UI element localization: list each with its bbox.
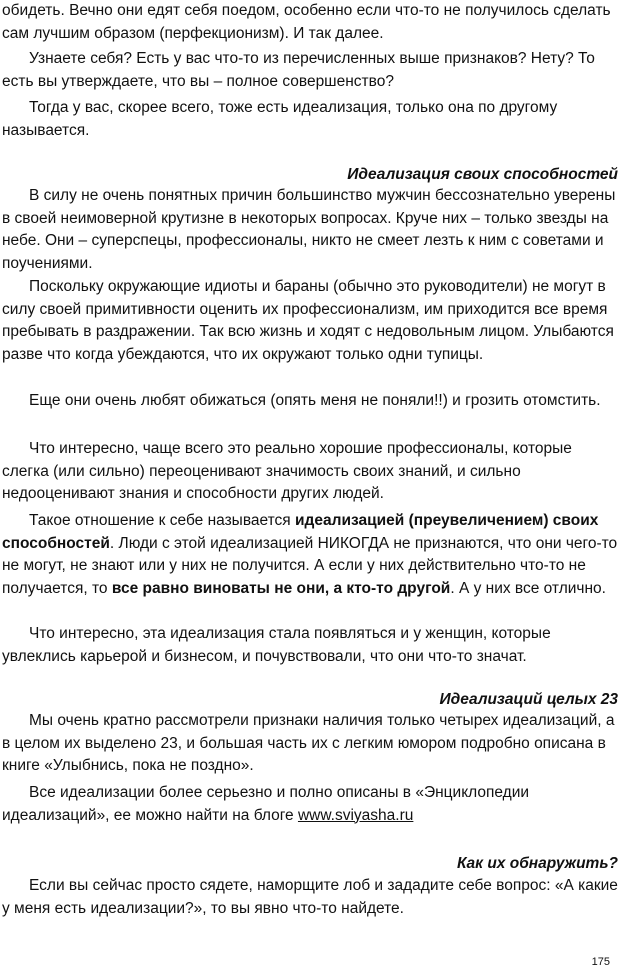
paragraph-intro-continued: обидеть. Вечно они едят себя поедом, особенно если что-то не получилось сделать сам лучшим образом (перфекционизм). И так далее.	[2, 2, 611, 42]
text-run: Такое отношение к себе называется	[29, 512, 295, 529]
text-run: . А у них все отлично.	[450, 579, 606, 597]
paragraph-abilities-2: Поскольку окружающие идиоты и бараны (обычно это руководители) не могут в силу своей примитивности оценить их профессионализм, им приходится все время пребывать в раздражении. Так всю жизнь и ходят с недовольным лицом. Улыбаются разве что когда убеждаются, что их окружают только одни тупицы.	[2, 278, 614, 363]
paragraph-recognize-yourself: Узнаете себя? Есть у вас что-то из перечисленных выше признаков? Нету? То есть вы утверждаете, что вы – полное совершенство?	[2, 50, 595, 90]
paragraph-detect-1: Если вы сейчас просто сядете, наморщите лоб и зададите себе вопрос: «А какие у меня есть идеализации?», то вы явно что-то найдете.	[2, 877, 618, 917]
heading-23-idealizations: Идеализаций целых 23	[439, 691, 618, 708]
paragraph-abilities-4: Что интересно, чаще всего это реально хорошие профессионалы, которые слегка (или сильно) переоценивают значимость своих знаний, и сильно недооценивают знания и способности других людей.	[2, 440, 572, 502]
paragraph-abilities-1: В силу не очень понятных причин большинство мужчин бессознательно уверены в своей неимоверной крутизне в некоторых вопросах. Круче них – только звезды на небе. Они – суперспецы, профессионалы, никто не смеет лезть к ним с советами и поучениями.	[2, 187, 616, 272]
page-number: 175	[591, 956, 610, 968]
text-run: Все идеализации более серьезно и полно описаны в «Энциклопедии идеализаций», ее можно найти на блоге	[2, 784, 530, 824]
blog-link[interactable]: www.sviyasha.ru	[297, 806, 414, 824]
paragraph-abilities-5	[2, 510, 618, 600]
paragraph-abilities-3: Еще они очень любят обижаться (опять меня не поняли!!) и грозить отомстить.	[29, 392, 601, 409]
bold-phrase-others-to-blame: все равно виноваты не они, а кто-то другой	[111, 579, 451, 597]
paragraph-abilities-6: Что интересно, эта идеализация стала появляться и у женщин, которые увлеклись карьерой и бизнесом, и почувствовали, что они что-то значат.	[2, 625, 551, 665]
paragraph-23-1: Мы очень кратно рассмотрели признаки наличия только четырех идеализаций, а в целом их выделено 23, и большая часть их с легким юмором подробно описана в книге «Улыбнись, пока не поздно».	[2, 712, 615, 774]
text-run: . Люди с этой идеализацией НИКОГДА не признаются, что они чего-то не могут, не знают или у них не получится. А если у них действительно что-то не получается, то	[2, 534, 618, 597]
bold-term-idealization: идеализацией (преувеличением) своих способностей	[2, 512, 599, 552]
paragraph-also-idealization: Тогда у вас, скорее всего, тоже есть идеализация, только она по другому называется.	[2, 99, 558, 139]
heading-how-to-detect: Как их обнаружить?	[457, 855, 618, 872]
paragraph-23-2	[2, 782, 618, 827]
heading-abilities-idealization: Идеализация своих способностей	[347, 166, 618, 183]
